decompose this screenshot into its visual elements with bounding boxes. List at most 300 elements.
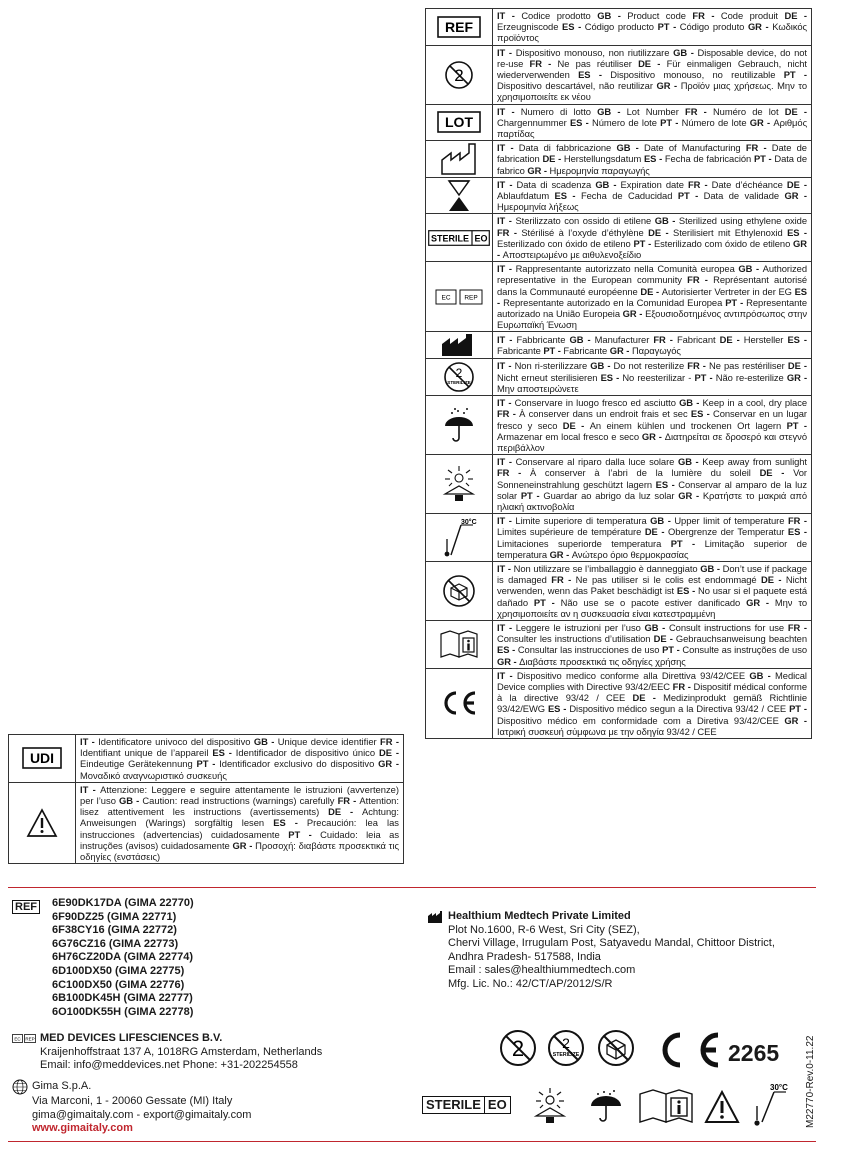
ref-icon — [437, 16, 481, 38]
language-code: GB - — [590, 360, 614, 372]
translation-text: Consultar las instrucciones de uso — [517, 644, 663, 656]
translation-text: Προσοχή: διαβάστε προσεκτικά τις οδηγίες (ενστάσεις) — [80, 839, 399, 863]
svg-text:EO: EO — [474, 233, 488, 244]
language-code: GR - — [609, 345, 632, 357]
translation-text: Κρατήστε το μακριά από ηλιακή ακτινοβολία — [497, 489, 807, 512]
ce-mark-icon — [439, 690, 479, 716]
translation-text: Hersteller — [743, 334, 788, 346]
symbol-description — [493, 359, 812, 396]
language-code: FR - — [692, 10, 721, 21]
language-code: ES - — [547, 703, 570, 715]
language-code: GR - — [497, 655, 520, 667]
ref-codes-list — [52, 897, 194, 1019]
translation-text: Προϊόν μιας χρήσεως. Μην το χρησιμοποιείτε εκ νέου — [497, 80, 807, 103]
translation-text: Ιατρική συσκευή σύμφωνα με την οδηγία 93/42 / CEE — [497, 725, 717, 737]
left-symbols-table — [8, 734, 404, 864]
translation-text: Non utilizzare se l’imballaggio è danneggiato — [513, 562, 701, 574]
language-code: IT - — [497, 334, 517, 346]
language-code: GR - — [527, 164, 550, 176]
language-code: ES - — [676, 585, 699, 597]
manufacturer-line: Plot No.1600, R-6 West, Sri City (SEZ), — [448, 923, 640, 936]
translation-text: Esterilizado con óxido de etileno — [497, 237, 634, 249]
translation-text: Non ri-sterilizzare — [514, 360, 591, 372]
language-code: PT - — [786, 419, 808, 431]
svg-text:REP: REP — [464, 294, 478, 302]
symbol-cell — [426, 104, 493, 141]
language-code: GR - — [749, 116, 774, 128]
language-code: DE - — [787, 360, 807, 372]
translation-text: Lot Number — [626, 105, 686, 117]
translation-text: Limitaciones superiorde temperatura — [497, 537, 671, 549]
language-code: DE - — [786, 178, 807, 190]
translation-text: Dispositivo médico segun a la Directiva 93/42 / CEE — [569, 703, 790, 715]
language-code: GB - — [738, 263, 763, 275]
translation-text: Μοναδικό αναγνωριστικό συσκευής — [80, 769, 227, 781]
symbol-cell — [9, 782, 76, 863]
language-code: ES - — [569, 116, 593, 128]
language-code: FR - — [337, 795, 360, 807]
translation-text: Consult instructions for use — [668, 621, 788, 633]
translation-text: Upper limit of temperature — [674, 515, 788, 527]
translation-text: Número de lote — [592, 116, 661, 128]
symbol-cell — [426, 396, 493, 455]
manufacturer-email: Email : sales@healthiummedtech.com — [448, 964, 636, 977]
warning-icon — [26, 808, 58, 838]
ref-code: 6H76CZ20DA (GIMA 22774) — [52, 951, 194, 964]
language-code: IT - — [497, 360, 515, 372]
translation-text: Product code — [627, 10, 693, 21]
language-code: IT - — [497, 142, 519, 154]
language-code: DE - — [638, 57, 667, 69]
translation-text: Dispositivo médico em conformidade com a Diretiva 93/42/CEE — [497, 714, 785, 726]
symbol-cell — [426, 45, 493, 104]
symbol-row — [426, 9, 812, 46]
language-code: FR - — [551, 574, 576, 586]
symbol-row — [426, 332, 812, 359]
language-code: FR - — [687, 178, 712, 190]
translation-text: Não use se o pacote estiver danificado — [560, 596, 747, 608]
translation-text: Precaución: lea las instrucciones (advertencias) cuidadosamente — [80, 817, 399, 840]
translation-text: Representante autorizado en la Comunidad Europea — [503, 296, 726, 308]
language-code: GR - — [784, 714, 807, 726]
translation-text: Nicht erneut sterilisieren — [497, 371, 601, 383]
do-not-resterilize-icon — [442, 360, 476, 394]
ref-code: 6D100DX50 (GIMA 22775) — [52, 964, 185, 977]
translation-text: Fabricante — [563, 345, 610, 357]
symbol-row — [426, 561, 812, 620]
translation-text: À conserver dans un endroit frais et sec — [519, 408, 691, 420]
symbol-cell — [426, 620, 493, 668]
translation-text: Caution: read instructions (warnings) carefully — [142, 795, 338, 807]
language-code: GB - — [749, 669, 776, 681]
symbol-description — [493, 214, 812, 262]
translation-text: Sterilized using ethylene oxide — [678, 215, 807, 227]
language-code: FR - — [380, 736, 399, 747]
translation-text: Unique device identifier — [277, 736, 381, 747]
language-code: DE - — [328, 806, 362, 818]
manufacturer-icon — [440, 332, 478, 358]
language-code: GR - — [656, 80, 681, 92]
ref-code: 6F90DZ25 (GIMA 22771) — [52, 910, 177, 923]
translation-text: À conserver à l’abri de la lumière du soleil — [529, 467, 760, 479]
language-code: PT - — [677, 190, 704, 202]
warning-icon — [704, 1090, 740, 1124]
translation-text: Ne pas restériliser — [709, 360, 788, 372]
keep-away-from-sunlight-icon — [440, 464, 478, 504]
sterile-eo-badge — [422, 1096, 511, 1114]
language-code: PT - — [662, 644, 683, 656]
translation-text: Fabricante — [497, 345, 544, 357]
language-code: GB - — [597, 105, 627, 117]
translation-text: Gebrauchsanweisung beachten — [675, 633, 808, 645]
symbol-description — [493, 262, 812, 332]
translation-text: Αποστειρωμένο με αιθυλενοξείδιο — [502, 249, 642, 261]
translation-text: Fecha de Caducidad — [580, 190, 678, 202]
manufacturer-block — [428, 910, 775, 992]
language-code: IT - — [497, 215, 516, 227]
language-code: GB - — [119, 795, 143, 807]
ec-rep-icon — [435, 289, 483, 305]
language-code: PT - — [633, 237, 654, 249]
translation-text: Ημερομηνία λήξεως — [497, 201, 579, 213]
language-code: DE - — [784, 105, 807, 117]
symbol-description — [493, 9, 812, 46]
translation-text: Authorized representative in the European community — [497, 263, 807, 286]
translation-text: Attenzione: Leggere e seguire attentamente le istruzioni (avvertenze) per l’uso — [80, 783, 399, 807]
language-code: IT - — [497, 10, 522, 21]
ref-code: 6O100DK55H (GIMA 22778) — [52, 1005, 194, 1018]
language-code: GR - — [641, 430, 665, 442]
translation-text: Εξουσιοδοτημένος αντιπρόσωπος στην Ευρωπαϊκή Ένωση — [497, 308, 807, 331]
language-code: PT - — [543, 345, 564, 357]
symbol-row — [426, 620, 812, 668]
language-code: PT - — [753, 153, 775, 165]
translation-text: Data di fabbricazione — [518, 142, 617, 154]
symbol-description — [493, 514, 812, 562]
symbol-description — [76, 735, 404, 783]
language-code: PT - — [196, 758, 220, 770]
symbol-cell — [426, 141, 493, 178]
language-code: ES - — [787, 334, 807, 346]
translation-text: Αριθμός παρτίδας — [497, 116, 808, 140]
revision-code: M22770-Rev.0-11.22 — [805, 1035, 816, 1128]
svg-text:30°C: 30°C — [461, 518, 477, 526]
language-code: GB - — [679, 397, 703, 409]
translation-text: Data de fabrico — [497, 153, 808, 176]
symbol-cell — [426, 359, 493, 396]
symbol-cell — [9, 735, 76, 783]
language-code: FR - — [685, 105, 713, 117]
language-code: DE - — [632, 692, 664, 704]
language-code: FR - — [687, 360, 709, 372]
translation-text: Identificador de dispositivo único — [235, 747, 379, 759]
translation-text: Ημερομηνία παραγωγής — [549, 164, 650, 176]
symbol-description — [493, 141, 812, 178]
resterilize-label: STERILIZE — [552, 1052, 580, 1058]
translation-text: Date de fabrication — [497, 142, 807, 165]
language-code: FR - — [745, 142, 772, 154]
language-code: ES - — [787, 526, 807, 538]
distributor-website: www.gimaitaly.com — [32, 1122, 133, 1135]
symbol-row — [9, 782, 404, 863]
ec-rep-block — [12, 1032, 322, 1073]
svg-text:STERILIZE: STERILIZE — [447, 380, 471, 386]
translation-text: Διαβάστε προσεκτικά τις οδηγίες χρήσης — [519, 655, 686, 667]
ref-label: REF — [12, 900, 40, 914]
sterile-eo-icon — [428, 230, 490, 246]
translation-text: Erzeugniscode — [497, 21, 563, 33]
translation-text: Consulter les instructions d’utilisation — [497, 633, 654, 645]
symbol-cell — [426, 332, 493, 359]
language-code: FR - — [672, 680, 694, 692]
expiry-date-icon — [447, 179, 471, 213]
translation-text: Dispositif médical conforme à la directive 93/42 / CEE — [497, 680, 807, 704]
distributor-block — [12, 1079, 251, 1136]
translation-text: Armazenar em local fresco e seco — [497, 430, 642, 442]
translation-text: Sterilisiert mit Ethylenoxid — [673, 226, 788, 238]
translation-text: Eindeutige Gerätekennung — [80, 758, 197, 770]
symbol-cell — [426, 214, 493, 262]
language-code: PT - — [725, 296, 747, 308]
ref-code: 6G76CZ16 (GIMA 22773) — [52, 937, 179, 950]
translation-text: Identificador exclusivo do dispositivo — [219, 758, 379, 770]
translation-text: Autorisierter Vertreter in der EG — [661, 285, 795, 297]
symbol-description — [493, 396, 812, 455]
translation-text: Παραγωγός — [631, 345, 681, 357]
symbol-description — [493, 177, 812, 214]
translation-text: Date d’échéance — [711, 178, 787, 190]
ec-rep-contact: Email: info@meddevices.net Phone: +31-202254558 — [40, 1059, 298, 1072]
language-code: GB - — [569, 334, 595, 346]
language-code: FR - — [497, 467, 530, 479]
symbol-row — [426, 177, 812, 214]
svg-text:2: 2 — [511, 1036, 525, 1061]
translation-text: Esterilizado com óxido de etileno — [653, 237, 794, 249]
divider-bottom — [8, 1141, 816, 1142]
translation-text: Numéro de lot — [712, 105, 785, 117]
translation-text: Dispositivo medico conforme alla Direttiva 93/42/CEE — [516, 669, 750, 681]
temperature-limit-icon — [748, 1082, 794, 1128]
eo-label: EO — [487, 1097, 507, 1112]
language-code: GR - — [786, 371, 808, 383]
symbol-description — [493, 455, 812, 514]
symbol-row — [426, 359, 812, 396]
translation-text: Code produit — [720, 10, 785, 21]
translation-text: Número de lote — [681, 116, 750, 128]
language-code: ES - — [600, 371, 623, 383]
manufacturer-line: Chervi Village, Irrugulam Post, Satyavedu Mandal, Chittoor District, — [448, 937, 775, 950]
symbol-row — [426, 262, 812, 332]
symbol-row — [9, 735, 404, 783]
language-code: GR - — [678, 489, 703, 501]
language-code: DE - — [542, 153, 564, 165]
date-of-manufacture-icon — [440, 142, 478, 176]
translation-text: Stérilisé à l’oxyde d’éthylène — [521, 226, 649, 238]
ec-rep-name: MED DEVICES LIFESCIENCES B.V. — [40, 1032, 223, 1044]
do-not-resterilize-icon — [546, 1028, 586, 1068]
language-code: GR - — [784, 190, 807, 202]
symbol-description — [493, 104, 812, 141]
language-code: IT - — [497, 263, 516, 275]
symbol-description — [493, 620, 812, 668]
translation-text: Medical Device complies with Directive 93/42/EEC — [497, 669, 807, 692]
language-code: PT - — [533, 596, 561, 608]
language-code: DE - — [378, 747, 399, 759]
consult-instructions-icon — [638, 1088, 694, 1124]
language-code: IT - — [497, 46, 516, 58]
language-code: GR - — [232, 839, 256, 851]
do-not-use-if-damaged-icon — [441, 573, 477, 609]
translation-text: Sterilizzato con ossido di etilene — [515, 215, 655, 227]
translation-text: Identificatore univoco del dispositivo — [98, 736, 254, 747]
translation-text: Don’t use if package is damaged — [497, 562, 807, 586]
translation-text: Représentant autorisé dans la Communauté européenne — [497, 274, 807, 297]
language-code: GR - — [549, 548, 572, 560]
language-code: GB - — [616, 142, 644, 154]
language-code: ES - — [643, 153, 665, 165]
symbol-row — [426, 514, 812, 562]
symbol-row — [426, 214, 812, 262]
language-code: PT - — [660, 116, 682, 128]
notified-body-number: 2265 — [728, 1040, 780, 1066]
ec-rep-icon — [12, 1034, 36, 1043]
do-not-reuse-icon — [498, 1028, 538, 1068]
ce-mark-icon — [650, 1030, 725, 1070]
svg-text:LOT: LOT — [445, 114, 473, 131]
svg-text:2: 2 — [455, 366, 463, 381]
symbol-description — [76, 782, 404, 863]
translation-text: No usar si el paquete está dañado — [497, 585, 807, 608]
translation-text: Do not resterilize — [613, 360, 688, 372]
symbol-cell — [426, 9, 493, 46]
language-code: GB - — [700, 562, 723, 574]
translation-text: Representante autorizado na União Europeia — [497, 296, 807, 320]
language-code: GR - — [378, 758, 400, 770]
language-code: FR - — [687, 274, 714, 286]
symbol-row — [426, 455, 812, 514]
translation-text: Keep away from sunlight — [702, 456, 807, 468]
language-code: GB - — [644, 621, 669, 633]
svg-text:EC: EC — [14, 1036, 21, 1042]
language-code: ES - — [212, 747, 236, 759]
manufacturer-icon — [428, 911, 444, 923]
translation-text: Disposable device, do not re-use — [497, 46, 807, 69]
translation-text: Medizinprodukt gemäß Richtlinie 93/42/EWG — [497, 692, 808, 715]
translation-text: Keep in a cool, dry place — [702, 397, 808, 409]
language-code: DE - — [653, 633, 676, 645]
language-code: GR - — [747, 21, 773, 33]
translation-text: Ne pas réutiliser — [557, 57, 639, 69]
language-code: ES - — [578, 69, 611, 81]
language-code: IT - — [497, 456, 516, 468]
language-code: IT - — [497, 105, 521, 117]
globe-logo-icon — [12, 1079, 28, 1095]
language-code: GB - — [673, 46, 698, 58]
language-code: DE - — [719, 334, 744, 346]
symbol-cell — [426, 668, 493, 738]
do-not-reuse-icon — [443, 59, 475, 91]
ref-code: 6B100DK45H (GIMA 22777) — [52, 992, 193, 1005]
language-code: FR - — [529, 57, 558, 69]
language-code: DE - — [640, 285, 662, 297]
translation-text: Κωδικός προϊόντος — [497, 21, 807, 44]
language-code: PT - — [670, 537, 705, 549]
language-code: GR - — [497, 237, 807, 261]
manufacturer-license: Mfg. Lic. No.: 42/CT/AP/2012/S/R — [448, 977, 613, 990]
translation-text: Ne pas utiliser si le colis est endommagé — [575, 574, 762, 586]
translation-text: Für einmaligen Gebrauch, nicht wiederverwenden — [497, 57, 807, 81]
symbol-cell — [426, 455, 493, 514]
language-code: IT - — [80, 736, 99, 747]
language-code: GB - — [650, 515, 675, 527]
keep-away-from-sunlight-icon — [530, 1086, 570, 1126]
language-code: PT - — [657, 21, 680, 33]
symbol-description — [493, 668, 812, 738]
ec-rep-address: Kraijenhoffstraat 137 A, 1018RG Amsterdam, Netherlands — [40, 1045, 323, 1058]
translation-text: An einem kühlen und trockenen Ort lagern — [589, 419, 787, 431]
consult-instructions-icon — [439, 629, 479, 659]
translation-text: Attention: lisez attentivement les instructions (avertissements) — [80, 795, 399, 818]
language-code: ES - — [787, 226, 807, 238]
language-code: DE - — [644, 526, 668, 538]
translation-text: Διατηρείται σε δροσερό και στεγνό περιβάλλον — [497, 430, 807, 453]
translation-text: Vor Sonneneinstrahlung geschützt lagern — [497, 467, 807, 490]
symbol-cell — [426, 561, 493, 620]
translation-text: Chargennummer — [497, 116, 570, 128]
language-code: IT - — [497, 669, 517, 681]
language-code: GR - — [622, 308, 646, 320]
symbol-description — [493, 332, 812, 359]
divider-top — [8, 887, 816, 888]
translation-text: Código produto — [679, 21, 748, 33]
translation-text: Dispositivo monouso, non riutilizzare — [515, 46, 674, 58]
language-code: FR - — [787, 621, 807, 633]
translation-text: Fecha de fabricación — [664, 153, 754, 165]
language-code: DE - — [759, 467, 794, 479]
language-code: ES - — [273, 817, 307, 829]
symbol-row — [426, 396, 812, 455]
language-code: IT - — [497, 621, 516, 633]
lot-icon — [437, 111, 481, 133]
translation-text: Dispositivo descartável, não reutilizar — [497, 80, 657, 92]
language-code: GB - — [677, 456, 703, 468]
svg-text:2: 2 — [562, 1035, 570, 1051]
translation-text: Ablaufdatum — [497, 190, 555, 202]
language-code: IT - — [497, 515, 516, 527]
language-code: PT - — [520, 489, 544, 501]
translation-text: Leggere le istruzioni per l’uso — [515, 621, 645, 633]
svg-text:REP: REP — [25, 1036, 35, 1042]
translation-text: Limitação superior de temperatura — [497, 537, 807, 560]
do-not-use-if-damaged-icon — [596, 1028, 636, 1068]
translation-text: No reesterilizar - — [622, 371, 695, 383]
temperature-label: 30°C — [770, 1083, 788, 1092]
translation-text: Não re-esterilize — [715, 371, 787, 383]
translation-text: Identifiant unique de l’appareil — [80, 747, 213, 759]
manufacturer-name: Healthium Medtech Private Limited — [448, 910, 631, 922]
svg-text:STERILE: STERILE — [430, 233, 470, 244]
translation-text: Manufacturer — [594, 334, 654, 346]
distributor-emails: gima@gimaitaly.com - export@gimaitaly.com — [32, 1108, 252, 1121]
language-code: IT - — [497, 562, 514, 574]
language-code: PT - — [789, 703, 807, 715]
svg-text:EC: EC — [441, 294, 451, 302]
translation-text: Data de validade — [703, 190, 785, 202]
language-code: IT - — [80, 783, 101, 795]
language-code: DE - — [784, 10, 807, 21]
language-code: FR - — [497, 408, 520, 420]
translation-text: Conservare in luogo fresco ed asciutto — [514, 397, 680, 409]
